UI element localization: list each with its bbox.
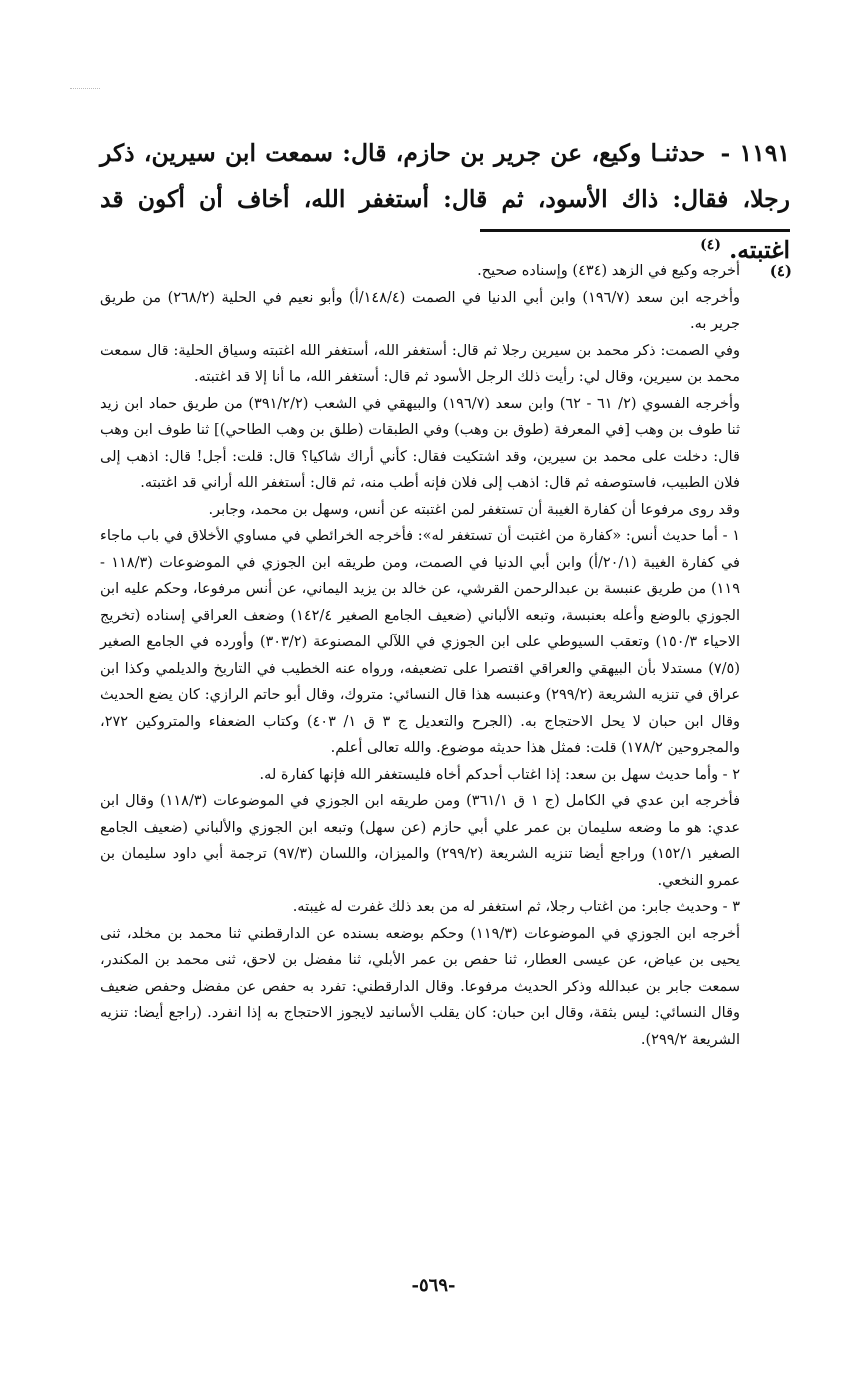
- footnote-paragraph: ٢ - وأما حديث سهل بن سعد: إذا اغتاب أحدكم أخاه فليستغفر الله فإنها كفارة له.: [259, 766, 740, 783]
- hadith-number: ١١٩١ -: [720, 139, 791, 167]
- hadith-text-block: [100, 130, 790, 273]
- footnote-paragraph: فأخرجه ابن عدي في الكامل (ج ١ ق ٣٦١/١) ومن طريقه ابن الجوزي في الموضوعات (١١٨/٣) وقال ابن عدي: هو ما وضعه سليمان بن عمر علي أبي حازم (عن سهل) وتبعه ابن الجوزي والألباني (ضعيف الجامع الصغير ١٥٢/١) وراجع أيضا تنزيه الشريعة (٢٩٩/٢) والميزان، واللسان (٩٧/٣) ترجمة أبي داود سليمان بن عمرو النخعي.: [100, 793, 741, 889]
- footnote-paragraph: وفي الصمت: ذكر محمد بن سيرين رجلا ثم قال: أستغفر الله، أستغفر الله اغتبته وسياق الحلية: قال سمعت محمد بن سيرين، وقال لي: رأيت ذلك الرجل الأسود ثم قال: أستغفر الله، ما أنا إلا قد اغتبته.: [100, 342, 740, 385]
- footnote-paragraph: ٣ - وحديث جابر: من اغتاب رجلا، ثم استغفر له من بعد ذلك غفرت له غيبته.: [292, 899, 740, 915]
- footnote-marker: (٤): [769, 262, 792, 280]
- footnote-reference: (٤): [700, 237, 721, 253]
- footnote-separator: [480, 229, 790, 232]
- hadith-text: حدثنـا وكيع، عن جرير بن حازم، قال: سمعت ابن سيرين، ذكر رجلا، فقال: ذاك الأسود، ثم قال: أستغفر الله، أخاف أن أكون قد اغتبته.: [100, 139, 790, 264]
- page-number: -٥٦٩-: [411, 1275, 456, 1296]
- footnote-paragraph: ١ - أما حديث أنس: «كفارة من اغتبت أن تستغفر له»: فأخرجه الخرائطي في مساوي الأخلاق في باب ماجاء في كفارة الغيبة (٢٠/١/أ) وابن أبي الدنيا في الصمت، ومن طريقه ابن الجوزي في الموضوعات (١١٨/٣ - ١١٩) من طريق عنبسة بن عبدالرحمن القرشي، عن خالد بن يزيد اليماني، عن أنس مرفوعا، وحكم عليه ابن الجوزي بالوضع وأعله بعنبسة، وتبعه الألباني (ضعيف الجامع الصغير ١٤٢/٤) وضعف العراقي إسناده (تخريج الاحياء ١٥٠/٣) وتعقب السيوطي على ابن الجوزي في اللآلي المصنوعة (٣٠٣/٢) وأورده في الجامع الصغير (٧/٥) مستدلا بأن البيهقي والعراقي اقتصرا على تضعيفه، ورواه عنه الخطيب في التاريخ والديلمي وكذا ابن عراق في تنزيه الشريعة (٢٩٩/٢) وعنبسه هذا قال النسائي: متروك، وقال أبو حاتم الرازي: كان يضع الحديث وقال ابن حبان لا يحل الاحتجاج به. (الجرح والتعديل ج ٣ ق ١/ ٤٠٣) وكتاب الضعفاء والمتروكين ٢٧٢، والمجروحين ١٧٨/٢) قلت: فمثل هذا حديثه موضوع. والله تعالى أعلم.: [100, 528, 741, 756]
- footnote-paragraph: أخرجه ابن الجوزي في الموضوعات (١١٩/٣) وحكم بوضعه بسنده عن الدارقطني ثنا محمد بن مخلد، ثنى يحيى بن عياض، عن عيسى العطار، ثنا حفص بن عمر الأبلي، ثنا مفضل بن لاحق، ثنى محمد بن المكندر، سمعت جابر بن عبدالله وذكر الحديث مرفوعا. وقال الدارقطني: تفرد به حفص عن مفضل وحفص ضعيف وقال النسائي: ليس بثقة، وقال ابن حبان: كان يقلب الأسانيد لايجوز الاحتجاج به إذا انفرد. (راجع أيضا: تنزيه الشريعة ٢٩٩/٢).: [100, 925, 740, 1048]
- footnote-paragraph: أخرجه وكيع في الزهد (٤٣٤) وإسناده صحيح.: [477, 263, 740, 279]
- footnote-paragraph: وقد روى مرفوعا أن كفارة الغيبة أن تستغفر لمن اغتبته عن أنس، وسهل بن محمد، وجابر.: [208, 501, 740, 518]
- footnote-paragraph: وأخرجه الفسوي (٢/ ٦١ - ٦٢) وابن سعد (١٩٦/٧) والبيهقي في الشعب (٣٩١/٢/٢) من طريق حماد ابن زيد ثنا طوف بن وهب [في المعرفة (طوق بن وهب) وفي الطبقات (طلق بن وهب الطاحي)] ثنا طوف ابن وهب قال: دخلت على محمد بن سيرين، وقد اشتكيت فقال: كأني أراك شاكيا؟ قال: قلت: أجل! قال: اذهب إلى فلان الطبيب، فاستوصفه ثم قال: اذهب إلى فلان فإنه أطب منه، ثم قال: أستغفر الله أراني قد اغتبته.: [100, 395, 740, 491]
- footnote-block: [100, 258, 740, 1053]
- footnote-paragraph: وأخرجه ابن سعد (١٩٦/٧) وابن أبي الدنيا في الصمت (١٤٨/٤/أ) وأبو نعيم في الحلية (٢٦٨/٢) من طريق جرير به.: [100, 289, 740, 332]
- scan-artifact: [70, 88, 100, 93]
